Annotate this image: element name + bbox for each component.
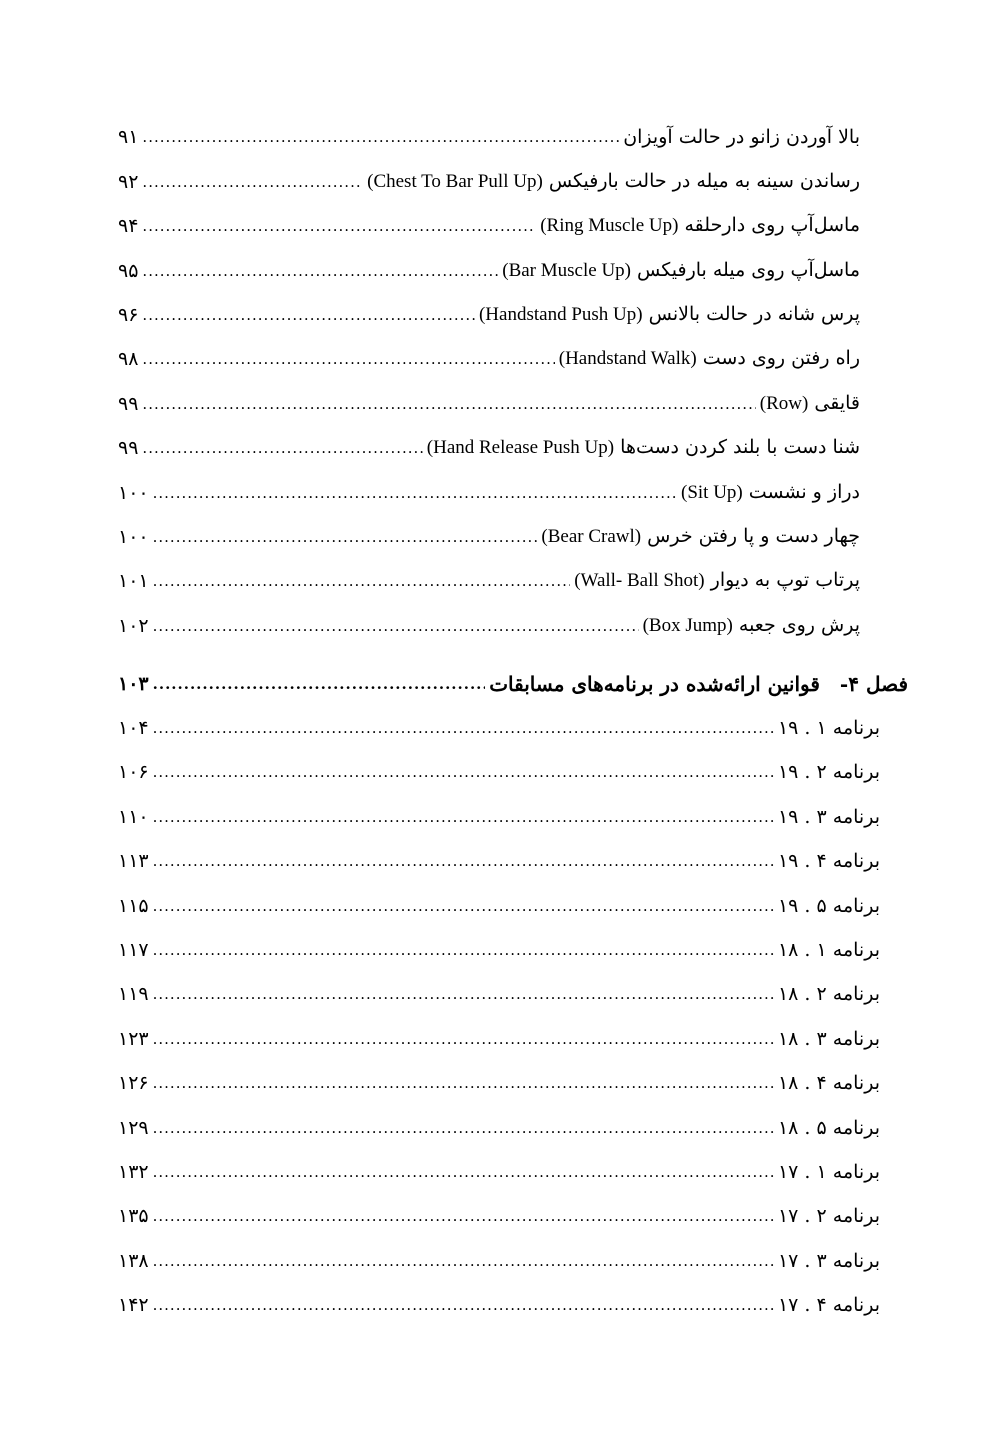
- program-page: ۱۲۶: [118, 1072, 149, 1095]
- toc-entry-page: ۹۴: [118, 215, 139, 238]
- dot-leader: [153, 1027, 774, 1051]
- program-entry[interactable]: [118, 873, 908, 917]
- program-title: برنامه ۳ . ۱۸: [777, 1027, 880, 1050]
- toc-entry-page: ۹۵: [118, 259, 139, 282]
- toc-entry-title: رساندن سینه به میله در حالت بارفیکس (Chest To Bar Pull Up): [367, 169, 860, 192]
- dot-leader: [153, 894, 774, 918]
- program-title: برنامه ۱ . ۱۷: [777, 1160, 880, 1183]
- toc-entry[interactable]: [118, 149, 908, 193]
- toc-entry-page: ۹۲: [118, 170, 139, 193]
- program-entry[interactable]: [118, 784, 908, 828]
- dot-leader: [153, 525, 538, 549]
- toc-entry-page: ۱۰۲: [118, 614, 149, 637]
- toc-entry[interactable]: [118, 549, 908, 593]
- program-entry[interactable]: [118, 1051, 908, 1095]
- dot-leader: [142, 303, 475, 327]
- toc-entry[interactable]: [118, 327, 908, 371]
- toc-entry-page: ۹۱: [118, 126, 139, 149]
- dot-leader: [142, 170, 363, 194]
- toc-entry[interactable]: [118, 593, 908, 637]
- program-entry[interactable]: [118, 918, 908, 962]
- program-title: برنامه ۵ . ۱۸: [777, 1116, 880, 1139]
- program-title: برنامه ۱ . ۱۸: [777, 939, 880, 962]
- toc-entry[interactable]: [118, 371, 908, 415]
- program-entry[interactable]: [118, 1140, 908, 1184]
- toc-entry-page: ۹۹: [118, 392, 139, 415]
- toc-entry-title: راه رفتن روی دست (Handstand Walk): [558, 347, 860, 370]
- program-entry[interactable]: [118, 1184, 908, 1228]
- program-title: برنامه ۴ . ۱۸: [777, 1072, 880, 1095]
- dot-leader: [153, 938, 774, 962]
- dot-leader: [142, 436, 422, 460]
- dot-leader: [142, 347, 554, 371]
- toc-entry-title: پرس شانه در حالت بالانس (Handstand Push Up): [478, 302, 860, 325]
- program-title: برنامه ۴ . ۱۷: [777, 1294, 880, 1317]
- toc-entry[interactable]: [118, 505, 908, 549]
- toc-entry[interactable]: [118, 416, 908, 460]
- dot-leader: [153, 760, 774, 784]
- exercise-entries: [118, 105, 908, 638]
- toc-entry-title: پرش روی جعبه (Box Jump): [642, 613, 860, 636]
- toc-entry-page: ۱۰۰: [118, 525, 149, 548]
- toc-entry[interactable]: [118, 105, 908, 149]
- program-title: برنامه ۲ . ۱۸: [777, 983, 880, 1006]
- toc-entry-title: ماسل‌آپ روی میله بارفیکس (Bar Muscle Up): [502, 258, 860, 281]
- toc-entry-title: چهار دست و پا رفتن خرس (Bear Crawl): [541, 524, 860, 547]
- dot-leader: [153, 569, 571, 593]
- program-page: ۱۰۴: [118, 717, 149, 740]
- dot-leader: [142, 125, 619, 149]
- chapter-number: فصل ۴-: [839, 671, 908, 696]
- program-title: برنامه ۱ . ۱۹: [777, 717, 880, 740]
- program-entry[interactable]: [118, 696, 908, 740]
- toc-entry-page: ۹۸: [118, 348, 139, 371]
- program-page: ۱۰۶: [118, 761, 149, 784]
- dot-leader: [153, 1071, 774, 1095]
- dot-leader: [153, 481, 677, 505]
- program-page: ۱۱۰: [118, 805, 149, 828]
- program-page: ۱۱۹: [118, 983, 149, 1006]
- dot-leader: [153, 1160, 774, 1184]
- program-title: برنامه ۴ . ۱۹: [777, 850, 880, 873]
- toc-entry-title: پرتاب توپ به دیوار (Wall- Ball Shot): [574, 569, 860, 592]
- program-page: ۱۳۲: [118, 1160, 149, 1183]
- dot-leader: [142, 214, 536, 238]
- toc-entry-title: بالا آوردن زانو در حالت آویزان: [623, 126, 860, 149]
- program-page: ۱۳۵: [118, 1205, 149, 1228]
- dot-leader: [153, 982, 774, 1006]
- program-title: برنامه ۵ . ۱۹: [777, 894, 880, 917]
- toc-entry-page: ۹۶: [118, 303, 139, 326]
- program-page: ۱۲۹: [118, 1116, 149, 1139]
- dot-leader: [153, 672, 486, 696]
- program-entry[interactable]: [118, 1228, 908, 1272]
- program-title: برنامه ۳ . ۱۹: [777, 805, 880, 828]
- chapter-page: ۱۰۳: [118, 672, 149, 695]
- toc-entry[interactable]: [118, 460, 908, 504]
- toc-entry-page: ۱۰۱: [118, 570, 149, 593]
- dot-leader: [153, 614, 639, 638]
- program-page: ۱۴۲: [118, 1294, 149, 1317]
- program-page: ۱۱۳: [118, 850, 149, 873]
- dot-leader: [142, 259, 498, 283]
- program-entry[interactable]: [118, 1006, 908, 1050]
- program-page: ۱۱۵: [118, 894, 149, 917]
- toc-entry-title: قایقی (Row): [759, 391, 860, 414]
- dot-leader: [153, 1116, 774, 1140]
- dot-leader: [153, 1293, 774, 1317]
- toc-entry-title: ماسل‌آپ روی دارحلقه (Ring Muscle Up): [540, 214, 860, 237]
- toc-entry[interactable]: [118, 238, 908, 282]
- table-of-contents: [118, 105, 908, 1317]
- program-entry[interactable]: [118, 829, 908, 873]
- program-entries: [118, 696, 908, 1317]
- dot-leader: [153, 849, 774, 873]
- dot-leader: [153, 1249, 774, 1273]
- dot-leader: [153, 716, 774, 740]
- dot-leader: [153, 805, 774, 829]
- toc-entry[interactable]: [118, 194, 908, 238]
- chapter-title: فصل ۴-قوانین ارائه‌شده در برنامه‌های مسابقات: [489, 671, 908, 696]
- program-title: برنامه ۳ . ۱۷: [777, 1249, 880, 1272]
- program-title: برنامه ۲ . ۱۷: [777, 1205, 880, 1228]
- program-entry[interactable]: [118, 962, 908, 1006]
- program-entry[interactable]: [118, 1095, 908, 1139]
- program-page: ۱۲۳: [118, 1027, 149, 1050]
- program-page: ۱۱۷: [118, 939, 149, 962]
- program-title: برنامه ۲ . ۱۹: [777, 761, 880, 784]
- program-entry[interactable]: [118, 740, 908, 784]
- toc-entry-page: ۱۰۰: [118, 481, 149, 504]
- dot-leader: [153, 1204, 774, 1228]
- toc-entry-page: ۹۹: [118, 437, 139, 460]
- toc-entry-title: دراز و نشست (Sit Up): [681, 480, 860, 503]
- dot-leader: [142, 392, 755, 416]
- toc-entry-title: شنا دست با بلند کردن دست‌ها (Hand Release Push Up): [426, 436, 860, 459]
- toc-entry[interactable]: [118, 283, 908, 327]
- program-page: ۱۳۸: [118, 1249, 149, 1272]
- program-entry[interactable]: [118, 1273, 908, 1317]
- chapter-heading[interactable]: [118, 648, 908, 696]
